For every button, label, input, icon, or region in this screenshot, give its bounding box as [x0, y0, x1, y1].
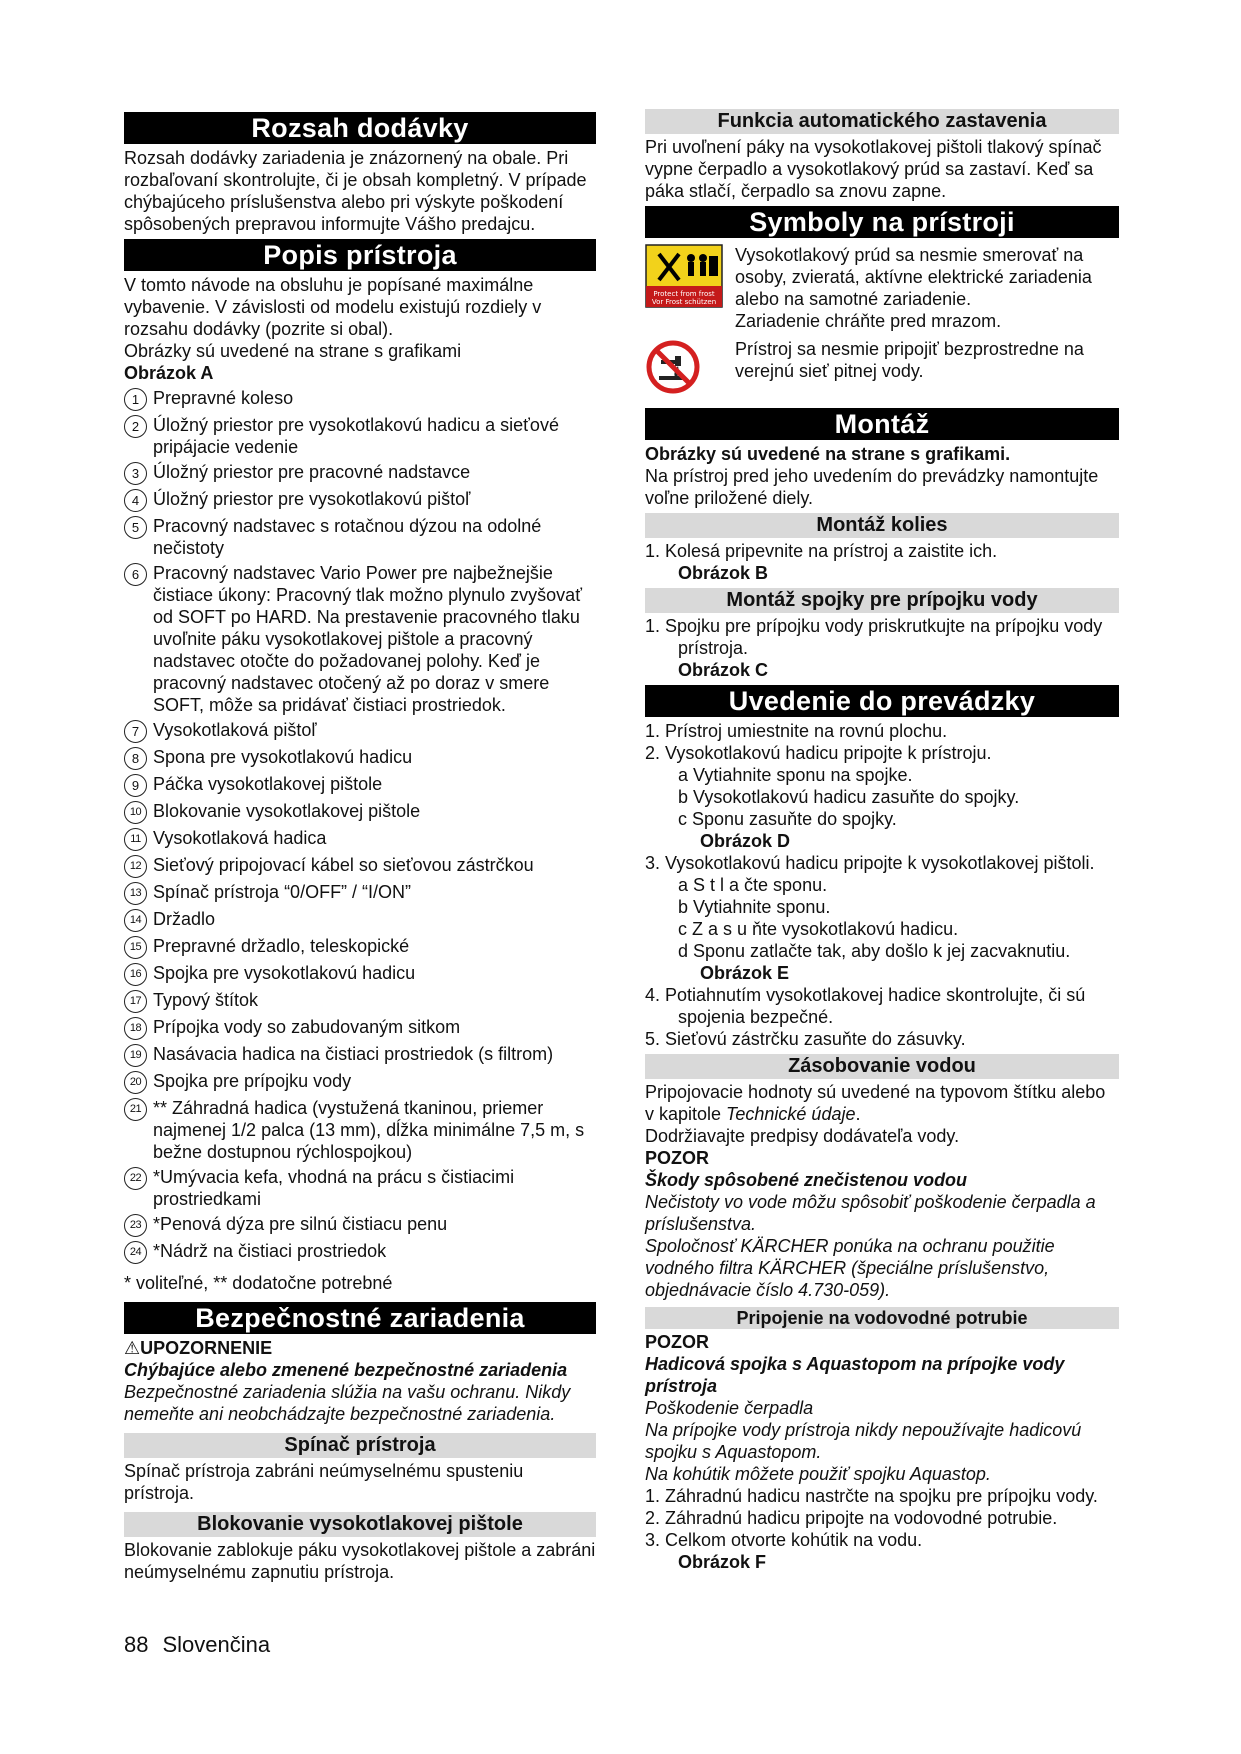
parts-list-item — [124, 935, 596, 959]
parts-list-item — [124, 1043, 596, 1067]
item-text: *Umývacia kefa, vhodná na prácu s čistiacimi prostriedkami — [153, 1167, 515, 1209]
popis-text-1: V tomto návode na obsluhu je popísané maximálne vybavenie. V závislosti od modelu existujú rozdiely v rozsahu dodávky (pozrite si obal). — [124, 275, 542, 339]
montaz-text: Na prístroj pred jeho uvedením do prevádzky namontujte voľne priložené diely. — [645, 466, 1099, 508]
parts-list-item — [124, 461, 596, 485]
no-spray-frost-icon — [645, 244, 723, 308]
right-column — [645, 108, 1119, 1573]
uvedenie-step-2b: b Vysokotlakovú hadicu zasuňte do spojky. — [678, 787, 1020, 807]
item-number-badge: 24 — [124, 1241, 147, 1264]
item-number-badge: 23 — [124, 1214, 147, 1237]
item-text: Typový štítok — [153, 990, 259, 1010]
spojky-step-1: 1. Spojku pre prípojku vody priskrutkujte na prípojku vody prístroja. — [645, 616, 1103, 658]
kolies-step-1: 1. Kolesá pripevnite na prístroj a zaistite ich. — [645, 541, 998, 561]
item-number-badge: 8 — [124, 747, 147, 770]
pripojenie-warn-text-1: Poškodenie čerpadla — [645, 1398, 814, 1418]
symbol-2-text: Prístroj sa nesmie pripojiť bezprostredne na verejnú sieť pitnej vody. — [735, 339, 1084, 381]
heading-uvedenie: Uvedenie do prevádzky — [645, 685, 1119, 717]
item-number-badge: 15 — [124, 936, 147, 959]
warning-text: Bezpečnostné zariadenia slúžia na vašu ochranu. Nikdy nemeňte ani neobchádzajte bezpečnostné zariadenia. — [124, 1382, 571, 1424]
symbol-row-1 — [645, 244, 1119, 332]
item-text: Páčka vysokotlakovej pištole — [153, 774, 383, 794]
figure-ref-b: Obrázok B — [678, 563, 769, 583]
parts-list-item — [124, 908, 596, 932]
parts-list-item — [124, 1240, 596, 1264]
symbol-label-2: Vor Frost schützen — [651, 298, 717, 306]
parts-list-item — [124, 854, 596, 878]
parts-list-item — [124, 1016, 596, 1040]
item-number-badge: 20 — [124, 1071, 147, 1094]
uvedenie-step-1: 1. Prístroj umiestnite na rovnú plochu. — [645, 721, 948, 741]
item-text: Úložný priestor pre vysokotlakovú pištoľ — [153, 489, 471, 509]
rozsah-text: Rozsah dodávky zariadenia je znázornený na obale. Pri rozbaľovaní skontrolujte, či je obsah kompletný. V prípade chýbajúceho príslušenstva alebo pri výskyte poškodení spôsobených prepravou informujte Vášho predajcu. — [124, 148, 587, 234]
figure-ref-a: Obrázok A — [124, 363, 214, 383]
parts-list — [124, 387, 596, 1264]
heading-popis-pristroja: Popis prístroja — [124, 239, 596, 271]
zasobovanie-text-1b: Technické údaje — [726, 1104, 856, 1124]
page-number: 88 — [124, 1632, 149, 1657]
zasobovanie-pozor: POZOR — [645, 1148, 710, 1168]
blokovanie-text: Blokovanie zablokuje páku vysokotlakovej pištole a zabráni neúmyselnému zapnutiu prístroja. — [124, 1540, 596, 1582]
parts-list-item — [124, 387, 596, 411]
heading-bezpecnostne-zariadenia: Bezpečnostné zariadenia — [124, 1302, 596, 1334]
item-text: Pracovný nadstavec Vario Power pre najbežnejšie čistiace úkony: Pracovný tlak možno plynulo zvyšovať od SOFT po HARD. Na prestavenie pracovného tlaku uvoľnite páku vysokotlakovej pištole a pracovný nadstavec otočte do požadovanej polohy. Keď je pracovný nadstavec otočený až po doraz v smere SOFT, môže sa pridávať čistiaci prostriedok. — [153, 563, 582, 715]
zasobovanie-text-2: Dodržiavajte predpisy dodávateľa vody. — [645, 1126, 960, 1146]
warning-title: Chýbajúce alebo zmenené bezpečnostné zariadenia — [124, 1360, 568, 1380]
heading-pripojenie: Pripojenie na vodovodné potrubie — [645, 1307, 1119, 1329]
heading-funkcia-zastavenia: Funkcia automatického zastavenia — [645, 109, 1119, 134]
item-text: ** Záhradná hadica (vystužená tkaninou, priemer najmenej 1/2 palca (13 mm), dĺžka minimálne 7,5 m, s bežne dostupnou rýchlospojkou) — [153, 1098, 585, 1162]
parts-list-item — [124, 562, 596, 716]
pripojenie-step-2: 2. Záhradnú hadicu pripojte na vodovodné potrubie. — [645, 1508, 1058, 1528]
zasobovanie-warn-text-1: Nečistoty vo vode môžu spôsobiť poškodenie čerpadla a príslušenstva. — [645, 1192, 1096, 1234]
parts-list-item — [124, 962, 596, 986]
item-number-badge: 21 — [124, 1098, 147, 1121]
page-footer — [124, 1632, 284, 1658]
item-text: Prepravné koleso — [153, 388, 294, 408]
heading-montaz-kolies: Montáž kolies — [645, 513, 1119, 538]
symbol-1-text-frost: Zariadenie chráňte pred mrazom. — [735, 311, 1002, 331]
item-text: *Nádrž na čistiaci prostriedok — [153, 1241, 387, 1261]
parts-list-item — [124, 1070, 596, 1094]
zasobovanie-text-1c: . — [855, 1104, 861, 1124]
item-text: Spojka pre prípojku vody — [153, 1071, 352, 1091]
item-text: Prípojka vody so zabudovaným sitkom — [153, 1017, 461, 1037]
item-text: Spojka pre vysokotlakovú hadicu — [153, 963, 416, 983]
parts-list-item — [124, 414, 596, 458]
parts-list-item — [124, 515, 596, 559]
uvedenie-step-2a: a Vytiahnite sponu na spojke. — [678, 765, 913, 785]
item-text: Spona pre vysokotlakovú hadicu — [153, 747, 413, 767]
funkcia-text: Pri uvoľnení páky na vysokotlakovej pištoli tlakový spínač vypne čerpadlo a vysokotlakový prúd sa zastaví. Keď sa páka stlačí, čerpadlo sa znovu zapne. — [645, 137, 1102, 201]
figure-ref-d: Obrázok D — [700, 831, 791, 851]
uvedenie-step-2c: c Sponu zasuňte do spojky. — [678, 809, 897, 829]
symbol-1-text-block — [735, 244, 1119, 332]
item-number-badge: 19 — [124, 1044, 147, 1067]
item-number-badge: 7 — [124, 720, 147, 743]
popis-text-2: Obrázky sú uvedené na strane s grafikami — [124, 341, 462, 361]
item-text: *Penová dýza pre silnú čistiacu penu — [153, 1214, 448, 1234]
no-drinking-water-icon — [645, 338, 723, 396]
heading-montaz-spojky: Montáž spojky pre prípojku vody — [645, 588, 1119, 613]
zasobovanie-warn-text-2: Spoločnosť KÄRCHER ponúka na ochranu použitie vodného filtra KÄRCHER (špeciálne príslušenstvo, objednávacie číslo 4.730-059). — [645, 1236, 1055, 1300]
uvedenie-step-3: 3. Vysokotlakovú hadicu pripojte k vysokotlakovej pištoli. — [645, 853, 1095, 873]
footnote: * voliteľné, ** dodatočne potrebné — [124, 1273, 393, 1293]
parts-list-item — [124, 1213, 596, 1237]
heading-zasobovanie: Zásobovanie vodou — [645, 1054, 1119, 1079]
heading-blokovanie: Blokovanie vysokotlakovej pištole — [124, 1512, 596, 1537]
item-number-badge: 11 — [124, 828, 147, 851]
symbol-1-text: Vysokotlakový prúd sa nesmie smerovať na osoby, zvieratá, aktívne elektrické zariadenia alebo na samotné zariadenie. — [735, 245, 1092, 309]
item-text: Držadlo — [153, 909, 216, 929]
item-number-badge: 14 — [124, 909, 147, 932]
left-column — [124, 108, 596, 1583]
item-number-badge: 22 — [124, 1167, 147, 1190]
zasobovanie-text-1a: Pripojovacie hodnoty sú uvedené na typovom štítku alebo v kapitole — [645, 1082, 1106, 1124]
parts-list-item — [124, 1166, 596, 1210]
pripojenie-warn-text-2: Na prípojke vody prístroja nikdy nepoužívajte hadicovú spojku s Aquastopom. — [645, 1420, 1082, 1462]
item-text: Blokovanie vysokotlakovej pištole — [153, 801, 421, 821]
item-number-badge: 3 — [124, 462, 147, 485]
item-number-badge: 12 — [124, 855, 147, 878]
item-text: Spínač prístroja “0/OFF” / “I/ON” — [153, 882, 412, 902]
item-number-badge: 17 — [124, 990, 147, 1013]
heading-montaz: Montáž — [645, 408, 1119, 440]
pripojenie-step-3: 3. Celkom otvorte kohútik na vodu. — [645, 1530, 923, 1550]
item-text: Sieťový pripojovací kábel so sieťovou zástrčkou — [153, 855, 534, 875]
item-number-badge: 16 — [124, 963, 147, 986]
parts-list-item — [124, 989, 596, 1013]
parts-list-item — [124, 488, 596, 512]
uvedenie-step-5: 5. Sieťovú zástrčku zasuňte do zásuvky. — [645, 1029, 966, 1049]
uvedenie-step-3a: a S t l a čte sponu. — [678, 875, 828, 895]
spinac-text: Spínač prístroja zabráni neúmyselnému spusteniu prístroja. — [124, 1461, 524, 1503]
uvedenie-step-3b: b Vytiahnite sponu. — [678, 897, 831, 917]
parts-list-item — [124, 881, 596, 905]
symbol-row-2 — [645, 338, 1119, 396]
item-text: Vysokotlaková pištoľ — [153, 720, 317, 740]
item-number-badge: 9 — [124, 774, 147, 797]
pripojenie-pozor: POZOR — [645, 1332, 710, 1352]
item-text: Pracovný nadstavec s rotačnou dýzou na odolné nečistoty — [153, 516, 542, 558]
uvedenie-step-3c: c Z a s u ňte vysokotlakovú hadicu. — [678, 919, 959, 939]
parts-list-item — [124, 827, 596, 851]
parts-list-item — [124, 746, 596, 770]
uvedenie-step-2: 2. Vysokotlakovú hadicu pripojte k prístroju. — [645, 743, 992, 763]
parts-list-item — [124, 773, 596, 797]
item-text: Úložný priestor pre vysokotlakovú hadicu a sieťové pripájacie vedenie — [153, 415, 559, 457]
item-text: Vysokotlaková hadica — [153, 828, 327, 848]
montaz-bold: Obrázky sú uvedené na strane s grafikami. — [645, 444, 1011, 464]
item-number-badge: 4 — [124, 489, 147, 512]
pripojenie-warn-title: Hadicová spojka s Aquastopom na prípojke vody prístroja — [645, 1354, 1065, 1396]
uvedenie-step-4: 4. Potiahnutím vysokotlakovej hadice skontrolujte, či sú spojenia bezpečné. — [645, 985, 1086, 1027]
item-number-badge: 6 — [124, 563, 147, 586]
heading-rozsah-dodavky: Rozsah dodávky — [124, 112, 596, 144]
figure-ref-e: Obrázok E — [700, 963, 790, 983]
item-number-badge: 2 — [124, 415, 147, 438]
item-number-badge: 18 — [124, 1017, 147, 1040]
warning-label: ⚠UPOZORNENIE — [124, 1338, 273, 1358]
item-number-badge: 5 — [124, 516, 147, 539]
parts-list-item — [124, 1097, 596, 1163]
symbol-label-1: Protect from frost — [653, 290, 715, 298]
parts-list-item — [124, 719, 596, 743]
figure-ref-c: Obrázok C — [678, 660, 769, 680]
zasobovanie-text-1 — [645, 1081, 1119, 1125]
heading-symboly: Symboly na prístroji — [645, 206, 1119, 238]
figure-ref-f: Obrázok F — [678, 1552, 767, 1572]
item-text: Úložný priestor pre pracovné nadstavce — [153, 462, 471, 482]
item-number-badge: 13 — [124, 882, 147, 905]
item-number-badge: 10 — [124, 801, 147, 824]
pripojenie-step-1: 1. Záhradnú hadicu nastrčte na spojku pre prípojku vody. — [645, 1486, 1098, 1506]
item-text: Nasávacia hadica na čistiaci prostriedok (s filtrom) — [153, 1044, 554, 1064]
zasobovanie-warn-title: Škody spôsobené znečistenou vodou — [645, 1170, 968, 1190]
pripojenie-warn-text-3: Na kohútik môžete použiť spojku Aquastop. — [645, 1464, 991, 1484]
parts-list-item — [124, 800, 596, 824]
heading-spinac-pristroja: Spínač prístroja — [124, 1433, 596, 1458]
item-number-badge: 1 — [124, 388, 147, 411]
footer-language: Slovenčina — [162, 1632, 271, 1657]
uvedenie-step-3d: d Sponu zatlačte tak, aby došlo k jej zacvaknutiu. — [678, 941, 1071, 961]
item-text: Prepravné držadlo, teleskopické — [153, 936, 410, 956]
